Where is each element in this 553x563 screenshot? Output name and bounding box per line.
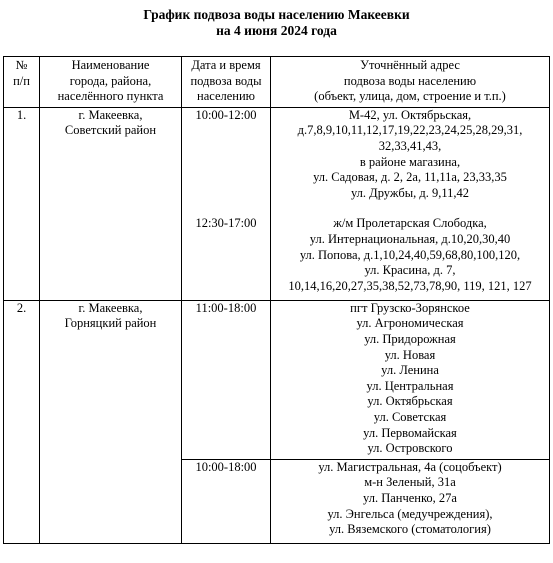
address-line: ул. Ленина xyxy=(381,363,439,378)
address-line: ул. Дружбы, д. 9,11,42 xyxy=(350,185,469,200)
table-row xyxy=(4,107,550,300)
address-line: ул. Советская xyxy=(373,409,447,424)
city-line: г. Макеевка, xyxy=(78,300,143,315)
row-addresses xyxy=(271,459,550,543)
table-header-row xyxy=(4,57,550,108)
time-slot: 10:00-12:00 xyxy=(195,107,257,122)
row-times xyxy=(182,459,271,543)
address-line: ул. Первомайская xyxy=(363,425,457,440)
row-addresses xyxy=(271,300,550,459)
header-time xyxy=(182,57,271,108)
row-times xyxy=(182,107,271,300)
header-city xyxy=(40,57,182,108)
address-line: ул. Агрономическая xyxy=(356,316,464,331)
table-row xyxy=(4,300,550,459)
address-line: ул. Новая xyxy=(384,347,436,362)
time-slot: 12:30-17:00 xyxy=(195,216,257,231)
header-time-line: подвоза воды xyxy=(190,73,262,88)
address-line: ул. Центральная xyxy=(366,378,454,393)
address-line: в районе магазина, xyxy=(359,154,461,169)
time-slot: 11:00-18:00 xyxy=(195,300,257,315)
address-line: М-42, ул. Октябрьская, xyxy=(348,107,472,122)
header-city-line: города, района, xyxy=(69,73,152,88)
water-schedule-table xyxy=(3,56,550,544)
title-line-2: на 4 июня 2024 года xyxy=(216,23,337,38)
row-number: 1. xyxy=(4,107,40,300)
header-address-line: (объект, улица, дом, строение и т.п.) xyxy=(314,89,506,104)
header-num xyxy=(4,57,40,108)
header-city-line: Наименование xyxy=(71,58,150,72)
address-line: ул. Красина, д. 7, xyxy=(364,263,456,278)
row-city xyxy=(40,107,182,300)
city-line: Советский район xyxy=(64,123,157,138)
address-line: ул. Магистральная, 4а (соцобъект) xyxy=(318,459,502,474)
address-line: пгт Грузско-Зорянское xyxy=(350,300,470,315)
document-title xyxy=(0,7,553,39)
address-line: ул. Энгельса (медучреждения), xyxy=(327,506,493,521)
title-line-1: График подвоза воды населению Макеевки xyxy=(143,7,410,22)
address-line: ул. Вяземского (стоматология) xyxy=(329,522,491,537)
address-line: ул. Октябрьская xyxy=(367,394,453,409)
header-num-line: № xyxy=(15,58,28,72)
header-time-line: населению xyxy=(197,89,255,104)
header-address-line: Уточнённый адрес xyxy=(360,58,460,72)
header-time-line: Дата и время xyxy=(191,58,261,72)
address-line: ул. Островского xyxy=(367,441,453,456)
address-line: м-н Зеленый, 31а xyxy=(364,475,456,490)
header-num-line: п/п xyxy=(13,73,30,88)
address-line: ж/м Пролетарская Слободка, xyxy=(333,216,487,231)
address-line: 10,14,16,20,27,35,38,52,73,78,90, 119, 121, 127 xyxy=(288,278,532,293)
row-times xyxy=(182,300,271,459)
address-line: д.7,8,9,10,11,12,17,19,22,23,24,25,28,29,31, xyxy=(297,123,523,138)
address-line: ул. Придорожная xyxy=(364,331,456,346)
row-addresses xyxy=(271,107,550,300)
row-city xyxy=(40,300,182,543)
time-slot: 10:00-18:00 xyxy=(195,459,257,474)
city-line: г. Макеевка, xyxy=(78,107,143,122)
city-line: Горняцкий район xyxy=(64,316,157,331)
address-line: ул. Панченко, 27а xyxy=(363,490,457,505)
address-line: ул. Садовая, д. 2, 2а, 11,11а, 23,33,35 xyxy=(313,170,507,185)
header-address-line: подвоза воды населению xyxy=(343,73,477,88)
row-number: 2. xyxy=(4,300,40,543)
address-line: ул. Попова, д.1,10,24,40,59,68,80,100,120, xyxy=(299,247,521,262)
address-line: 32,33,41,43, xyxy=(378,138,442,153)
address-line: ул. Интернациональная, д.10,20,30,40 xyxy=(309,231,511,246)
header-city-line: населённого пункта xyxy=(57,89,164,104)
header-address xyxy=(271,57,550,108)
